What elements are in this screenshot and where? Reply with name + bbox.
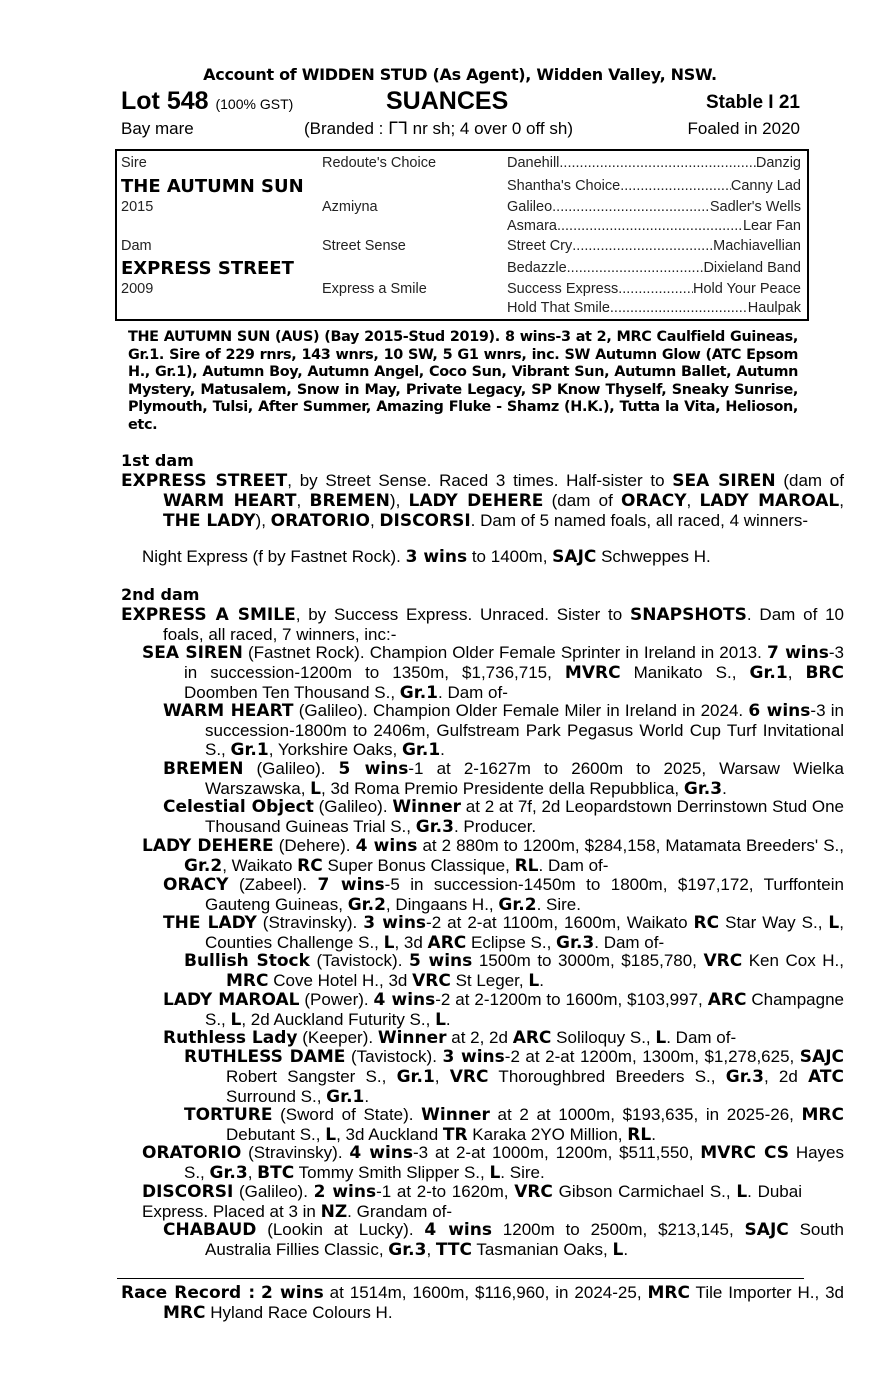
- progeny-entry: CHABAUD (Lookin at Lucky). 4 wins 1200m to 2500m, $213,145, SAJC South Australia Fillies Classic, Gr.3, TTC Tasmanian Oaks, L.: [163, 1220, 844, 1261]
- sire-year: 2015: [121, 199, 154, 215]
- first-dam-heading: 1st dam: [121, 451, 194, 470]
- second-dam-heading: 2nd dam: [121, 585, 200, 604]
- grand-row: Bedazzle ..... Dixieland Band: [507, 260, 801, 276]
- sire-name: THE AUTUMN SUN: [121, 176, 304, 197]
- stable-number: Stable I 21: [706, 92, 800, 113]
- brand-description: (Branded : ᒥᒣ nr sh; 4 over 0 off sh): [304, 119, 573, 138]
- dam-sire: Street Sense: [322, 238, 406, 254]
- grand-row: Street Cry ..... Machiavellian: [507, 238, 801, 254]
- section-divider: [117, 1278, 804, 1279]
- sire-dam: Azmiyna: [322, 199, 378, 215]
- lot-label: Lot 548: [121, 87, 209, 115]
- race-record: Race Record : 2 wins at 1514m, 1600m, $116,960, in 2024-25, MRC Tile Importer H., 3d MRC Hyland Race Colours H.: [121, 1283, 844, 1324]
- lot-number: [121, 87, 293, 116]
- pedigree-table: [115, 149, 809, 321]
- dam-name: EXPRESS STREET: [121, 258, 294, 279]
- progeny-entry: LADY DEHERE (Dehere). 4 wins at 2 880m to 1200m, $284,158, Matamata Breeders' S., Gr.2, Waikato RC Super Bonus Classique, RL. Dam of-: [142, 836, 845, 877]
- progeny-entry: THE LADY (Stravinsky). 3 wins-2 at 2-at 1100m, 1600m, Waikato RC Star Way S., L, Counties Challenge S., L, 3d ARC Eclipse S., Gr.3. Dam of-: [163, 913, 844, 954]
- progeny-entry: RUTHLESS DAME (Tavistock). 3 wins-2 at 2-at 1200m, 1300m, $1,278,625, SAJC Robert Sangster S., Gr.1, VRC Thoroughbred Breeders S., Gr.3, 2d ATC Surround S., Gr.1.: [184, 1047, 844, 1108]
- progeny-entry: ORACY (Zabeel). 7 wins-5 in succession-1450m to 1800m, $197,172, Turffontein Gauteng Guineas, Gr.2, Dingaans H., Gr.2. Sire.: [163, 875, 844, 916]
- foaled-year: Foaled in 2020: [687, 119, 800, 138]
- progeny-entry: LADY MAROAL (Power). 4 wins-2 at 2-1200m to 1600m, $103,997, ARC Champagne S., L, 2d Auckland Futurity S., L.: [163, 990, 844, 1031]
- horse-name: SUANCES: [386, 87, 509, 115]
- colour-sex: Bay mare: [121, 119, 194, 138]
- grand-row: Galileo ..... Sadler's Wells: [507, 199, 801, 215]
- grand-row: Success Express ..... Hold Your Peace: [507, 281, 801, 297]
- dam-dam: Express a Smile: [322, 281, 427, 297]
- progeny-entry: BREMEN (Galileo). 5 wins-1 at 2-1627m to 2600m to 2025, Warsaw Wielka Warszawska, L, 3d Roma Premio Presidente della Repubblica, Gr.3.: [163, 759, 844, 800]
- grand-row: Shantha's Choice ..... Canny Lad: [507, 178, 801, 194]
- grand-row: Hold That Smile ..... Haulpak: [507, 300, 801, 316]
- first-dam-progeny: Night Express (f by Fastnet Rock). 3 wins to 1400m, SAJC Schweppes H.: [142, 547, 711, 567]
- grand-row: Danehill ..... Danzig: [507, 155, 801, 171]
- progeny-entry: SEA SIREN (Fastnet Rock). Champion Older Female Sprinter in Ireland in 2013. 7 wins-3 in succession-1200m to 1350m, $1,736,715, MVRC Manikato S., Gr.1, BRC Doomben Ten Thousand S., Gr.1. Dam of-: [142, 643, 844, 704]
- progeny-entry: Ruthless Lady (Keeper). Winner at 2, 2d ARC Soliloquy S., L. Dam of-: [163, 1028, 737, 1048]
- progeny-entry: Bullish Stock (Tavistock). 5 wins 1500m to 3000m, $185,780, VRC Ken Cox H., MRC Cove Hotel H., 3d VRC St Leger, L.: [184, 951, 844, 992]
- sire-sire: Redoute's Choice: [322, 155, 437, 171]
- sire-summary: THE AUTUMN SUN (AUS) (Bay 2015-Stud 2019). 8 wins-3 at 2, MRC Caulfield Guineas, Gr.1. Sire of 229 rnrs, 143 wnrs, 10 SW, 5 G1 wnrs, inc. SW Autumn Glow (ATC Epsom H., Gr.1), Autumn Boy, Autumn Angel, Coco Sun, Vibrant Sun, Autumn Ballet, Autumn Mystery, Matusalem, Snow in May, Private Legacy, SP Know Thyself, Sneaky Sunrise, Plymouth, Tulsi, After Summer, Amazing Fluke - Shamz (H.K.), Tutta la Vita, Helioson, etc.: [128, 329, 798, 433]
- vendor-account: Account of WIDDEN STUD (As Agent), Widden Valley, NSW.: [203, 65, 717, 84]
- progeny-entry: Celestial Object (Galileo). Winner at 2 at 7f, 2d Leopardstown Derrinstown Stud One Thousand Guineas Trial S., Gr.3. Producer.: [163, 797, 844, 838]
- dam-label: Dam: [121, 238, 152, 254]
- first-dam-entry: EXPRESS STREET, by Street Sense. Raced 3 times. Half-sister to SEA SIREN (dam of WARM HEART, BREMEN), LADY DEHERE (dam of ORACY, LADY MAROAL, THE LADY), ORATORIO, DISCORSI. Dam of 5 named foals, all raced, 4 winners-: [121, 471, 844, 532]
- dam-year: 2009: [121, 281, 154, 297]
- progeny-entry: DISCORSI (Galileo). 2 wins-1 at 2-to 1620m, VRC Gibson Carmichael S., L. Dubai Express. Placed at 3 in NZ. Grandam of-: [142, 1182, 802, 1223]
- sire-label: Sire: [121, 155, 147, 171]
- progeny-entry: WARM HEART (Galileo). Champion Older Female Miler in Ireland in 2024. 6 wins-3 in succession-1800m to 2406m, Gulfstream Park Pegasus World Cup Turf Invitational S., Gr.1, Yorkshire Oaks, Gr.1.: [163, 701, 844, 761]
- gst-note: (100% GST): [215, 96, 294, 112]
- progeny-entry: ORATORIO (Stravinsky). 4 wins-3 at 2-at 1000m, 1200m, $511,550, MVRC CS Hayes S., Gr.3, BTC Tommy Smith Slipper S., L. Sire.: [142, 1143, 845, 1184]
- grand-row: Asmara ..... Lear Fan: [507, 218, 801, 234]
- second-dam-entry: EXPRESS A SMILE, by Success Express. Unraced. Sister to SNAPSHOTS. Dam of 10 foals, all raced, 7 winners, inc:-: [121, 605, 845, 645]
- progeny-entry: TORTURE (Sword of State). Winner at 2 at 1000m, $193,635, in 2025-26, MRC Debutant S., L, 3d Auckland TR Karaka 2YO Million, RL.: [184, 1105, 844, 1146]
